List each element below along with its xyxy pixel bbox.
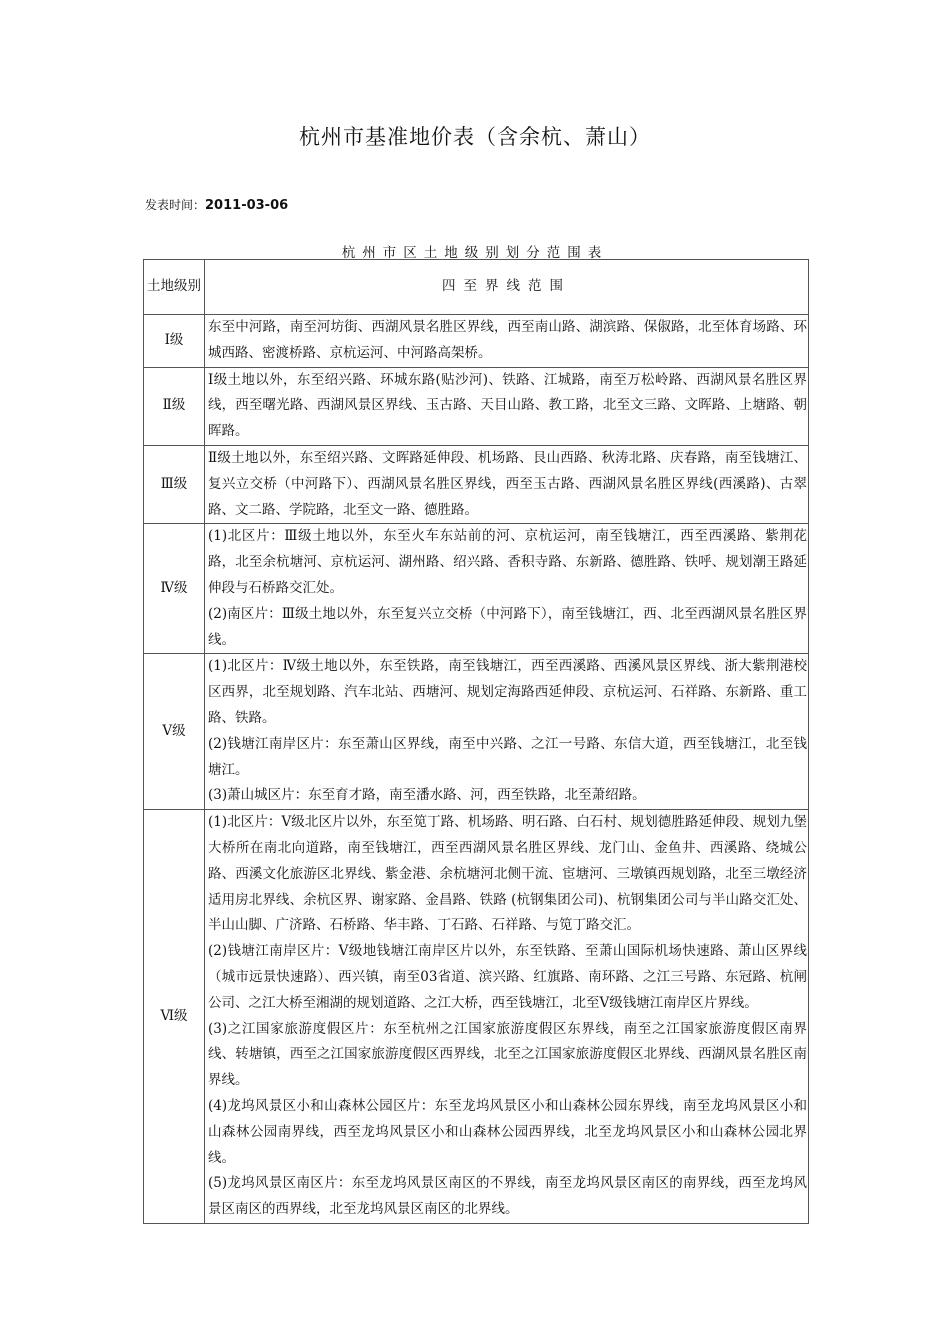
table-row bbox=[144, 810, 809, 1224]
grade-cell: Ⅵ级 bbox=[144, 810, 205, 1224]
range-cell bbox=[205, 524, 809, 654]
range-paragraph: (3)之江国家旅游度假区片：东至杭州之江国家旅游度假区东界线，南至之江国家旅游度假区南界线、转塘镇，西至之江国家旅游度假区西界线，北至之江国家旅游度假区北界线、西湖风景名胜区南界线。 bbox=[208, 1020, 807, 1089]
range-cell bbox=[205, 315, 809, 368]
range-paragraph: (1)北区片：Ⅳ级土地以外，东至铁路，南至钱塘江，西至西溪路、西溪风景区界线、浙大紫荆港校区西界，北至规划路、汽车北站、西塘河、规划定海路西延伸段、京杭运河、石祥路、东新路、重工路、铁路。 bbox=[208, 658, 807, 726]
grade-cell: Ⅳ级 bbox=[144, 524, 205, 654]
table-row bbox=[144, 524, 809, 654]
range-paragraph: Ⅱ级土地以外，东至绍兴路、文晖路延伸段、机场路、艮山西路、秋涛北路、庆春路，南至钱塘江、复兴立交桥（中河路下）、西湖风景名胜区界线，西至玉古路、西湖风景名胜区界线(西溪路)、古翠路、文二路、学院路，北至文一路、德胜路。 bbox=[208, 449, 807, 518]
grade-cell: Ⅱ级 bbox=[144, 367, 205, 445]
table-header-row bbox=[144, 260, 809, 315]
page-title: 杭州市基准地价表（含余杭、萧山） bbox=[299, 125, 651, 149]
table-caption: 杭州市区土地级别划分范围表 bbox=[341, 245, 609, 261]
publish-date-line bbox=[145, 196, 288, 213]
range-paragraph: (3)萧山城区片：东至育才路，南至潘水路、河，西至铁路，北至萧绍路。 bbox=[208, 787, 646, 804]
range-paragraph: Ⅰ级土地以外，东至绍兴路、环城东路(贴沙河)、铁路、江城路，南至万松岭路、西湖风景名胜区界线，西至曙光路、西湖风景区界线、玉古路、天目山路、教工路，北至文三路、文晖路、上塘路、朝晖路。 bbox=[208, 371, 807, 440]
range-paragraph: (1)北区片：Ⅲ级土地以外，东至火车东站前的河、京杭运河，南至钱塘江，西至西溪路、紫荆花路，北至余杭塘河、京杭运河、湖州路、绍兴路、香积寺路、东新路、德胜路、铁呼、规划潮王路延伸段与石桥路交汇处。 bbox=[208, 528, 807, 596]
range-cell bbox=[205, 367, 809, 445]
publish-date-value: 2011-03-06 bbox=[205, 198, 289, 213]
grade-header: 土地级别 bbox=[144, 260, 205, 315]
table-row bbox=[144, 654, 809, 810]
range-paragraph: (2)钱塘江南岸区片：Ⅴ级地钱塘江南岸区片以外，东至铁路、至萧山国际机场快速路、萧山区界线（城市远景快速路）、西兴镇，南至03省道、滨兴路、红旗路、南环路、之江三号路、东冠路、杭闸公司、之江大桥至湘湖的规划道路、之江大桥，西至钱塘江，北至Ⅴ级钱塘江南岸区片界线。 bbox=[208, 943, 807, 1011]
grade-cell: Ⅰ级 bbox=[144, 315, 205, 368]
grade-cell: Ⅲ级 bbox=[144, 445, 205, 523]
range-paragraph: (4)龙坞风景区小和山森林公园区片：东至龙坞风景区小和山森林公园东界线，南至龙坞风景区小和山森林公园南界线，西至龙坞风景区小和山森林公园西界线，北至龙坞风景区小和山森林公园北界线。 bbox=[208, 1097, 807, 1166]
land-grade-table bbox=[143, 259, 809, 1224]
publish-date-label: 发表时间： bbox=[145, 198, 206, 212]
range-cell bbox=[205, 445, 809, 523]
range-cell bbox=[205, 810, 809, 1224]
range-cell bbox=[205, 654, 809, 810]
table-row bbox=[144, 315, 809, 368]
range-paragraph: (2)南区片：Ⅲ级土地以外，东至复兴立交桥（中河路下），南至钱塘江，西、北至西湖风景名胜区界线。 bbox=[208, 605, 807, 648]
grade-cell: Ⅴ级 bbox=[144, 654, 205, 810]
range-paragraph: (1)北区片：Ⅴ级北区片以外，东至笕丁路、机场路、明石路、白石村、规划德胜路延伸段、规划九堡大桥所在南北向道路，南至钱塘江，西至西湖风景名胜区界线、龙门山、金鱼井、西溪路、绕城公路、西溪文化旅游区北界线、紫金港、余杭塘河北侧干流、宦塘河、三墩镇西规划路，北至三墩经济适用房北界线、余杭区界、谢家路、金昌路、铁路 (杭钢集团公司)、杭钢集团公司与半山路交汇处、半山山脚、广济路、石桥路、华丰路、丁石路、石祥路、与笕丁路交汇。 bbox=[208, 814, 807, 934]
table-row bbox=[144, 445, 809, 523]
range-paragraph: 东至中河路，南至河坊街、西湖风景名胜区界线，西至南山路、湖滨路、保俶路，北至体育场路、环城西路、密渡桥路、京杭运河、中河路高架桥。 bbox=[208, 319, 807, 361]
range-header: 四至界线范围 bbox=[205, 260, 809, 315]
range-paragraph: (2)钱塘江南岸区片：东至萧山区界线，南至中兴路、之江一号路、东信大道，西至钱塘江，北至钱塘江。 bbox=[208, 735, 807, 778]
table-row bbox=[144, 367, 809, 445]
range-paragraph: (5)龙坞风景区南区片：东至龙坞风景区南区的不界线，南至龙坞风景区南区的南界线，西至龙坞风景区南区的西界线，北至龙坞风景区南区的北界线。 bbox=[208, 1175, 807, 1218]
